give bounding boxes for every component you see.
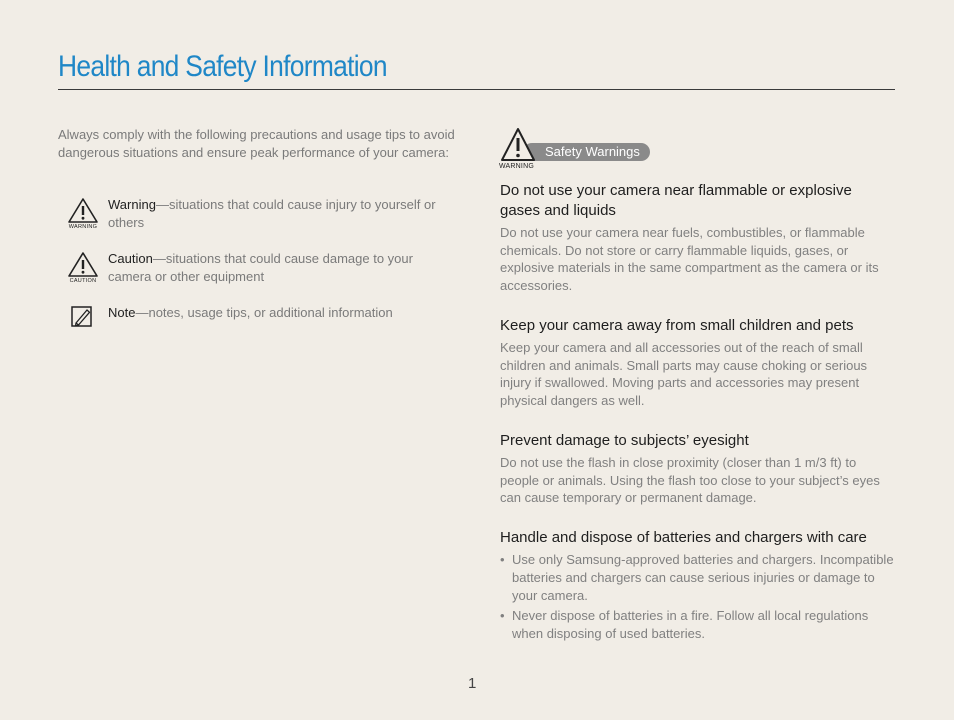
warning-icon-caption: WARNING <box>68 224 98 230</box>
section-body: Keep your camera and all accessories out of the reach of small children and animals. Small parts may cause choking or serious injury if swallowed. Moving parts and accessories may present physical dangers as well. <box>500 340 868 408</box>
legend-note-term: Note <box>108 305 136 320</box>
title-divider <box>58 89 895 90</box>
legend-caution-text <box>108 250 438 286</box>
section-heading: Do not use your camera near flammable or explosive gases and liquids <box>500 182 852 219</box>
section-heading: Keep your camera away from small children and pets <box>500 317 854 334</box>
legend-warning-desc: —situations that could cause injury to yourself or others <box>108 197 436 230</box>
legend-caution-desc: —situations that could cause damage to your camera or other equipment <box>108 251 413 284</box>
section-flammable <box>500 181 896 294</box>
note-pencil-icon <box>66 304 100 342</box>
warning-triangle-icon <box>499 127 539 165</box>
section-body: Do not use the flash in close proximity (closer than 1 m/3 ft) to people or animals. Using the flash too close to your subject’s eyes can cause temporary or permanent damage. <box>500 455 880 505</box>
battery-bullet-list <box>500 551 896 643</box>
section-body: Do not use your camera near fuels, combustibles, or flammable chemicals. Do not store or carry flammable liquids, gases, or explosive materials in the same compartment as the camera or its accessories. <box>500 225 879 293</box>
safety-warnings-icon-caption: WARNING <box>499 163 534 170</box>
section-batteries <box>500 528 896 645</box>
caution-icon-caption: CAUTION <box>69 278 97 284</box>
safety-warnings-header <box>499 127 699 175</box>
legend-note-text <box>108 304 438 322</box>
safety-warnings-label: Safety Warnings <box>523 143 650 161</box>
intro-text: Always comply with the following precautions and usage tips to avoid dangerous situations and ensure peak performance of your camera: <box>58 127 455 160</box>
list-item: • Never dispose of batteries in a fire. Follow all local regulations when disposing of used batteries. <box>500 607 896 643</box>
section-heading: Handle and dispose of batteries and chargers with care <box>500 529 867 546</box>
section-heading: Prevent damage to subjects’ eyesight <box>500 432 749 449</box>
page-title: Health and Safety Information <box>58 50 387 83</box>
legend-caution-term: Caution <box>108 251 153 266</box>
list-item: • Use only Samsung-approved batteries and chargers. Incompatible batteries and chargers can cause serious injuries or damage to your camera. <box>500 551 896 605</box>
legend-warning-text <box>108 196 438 232</box>
legend-note-desc: —notes, usage tips, or additional information <box>135 305 393 320</box>
legend-warning-term: Warning <box>108 197 156 212</box>
page-number: 1 <box>468 675 477 692</box>
section-children-pets <box>500 316 896 409</box>
section-eyesight <box>500 431 896 507</box>
